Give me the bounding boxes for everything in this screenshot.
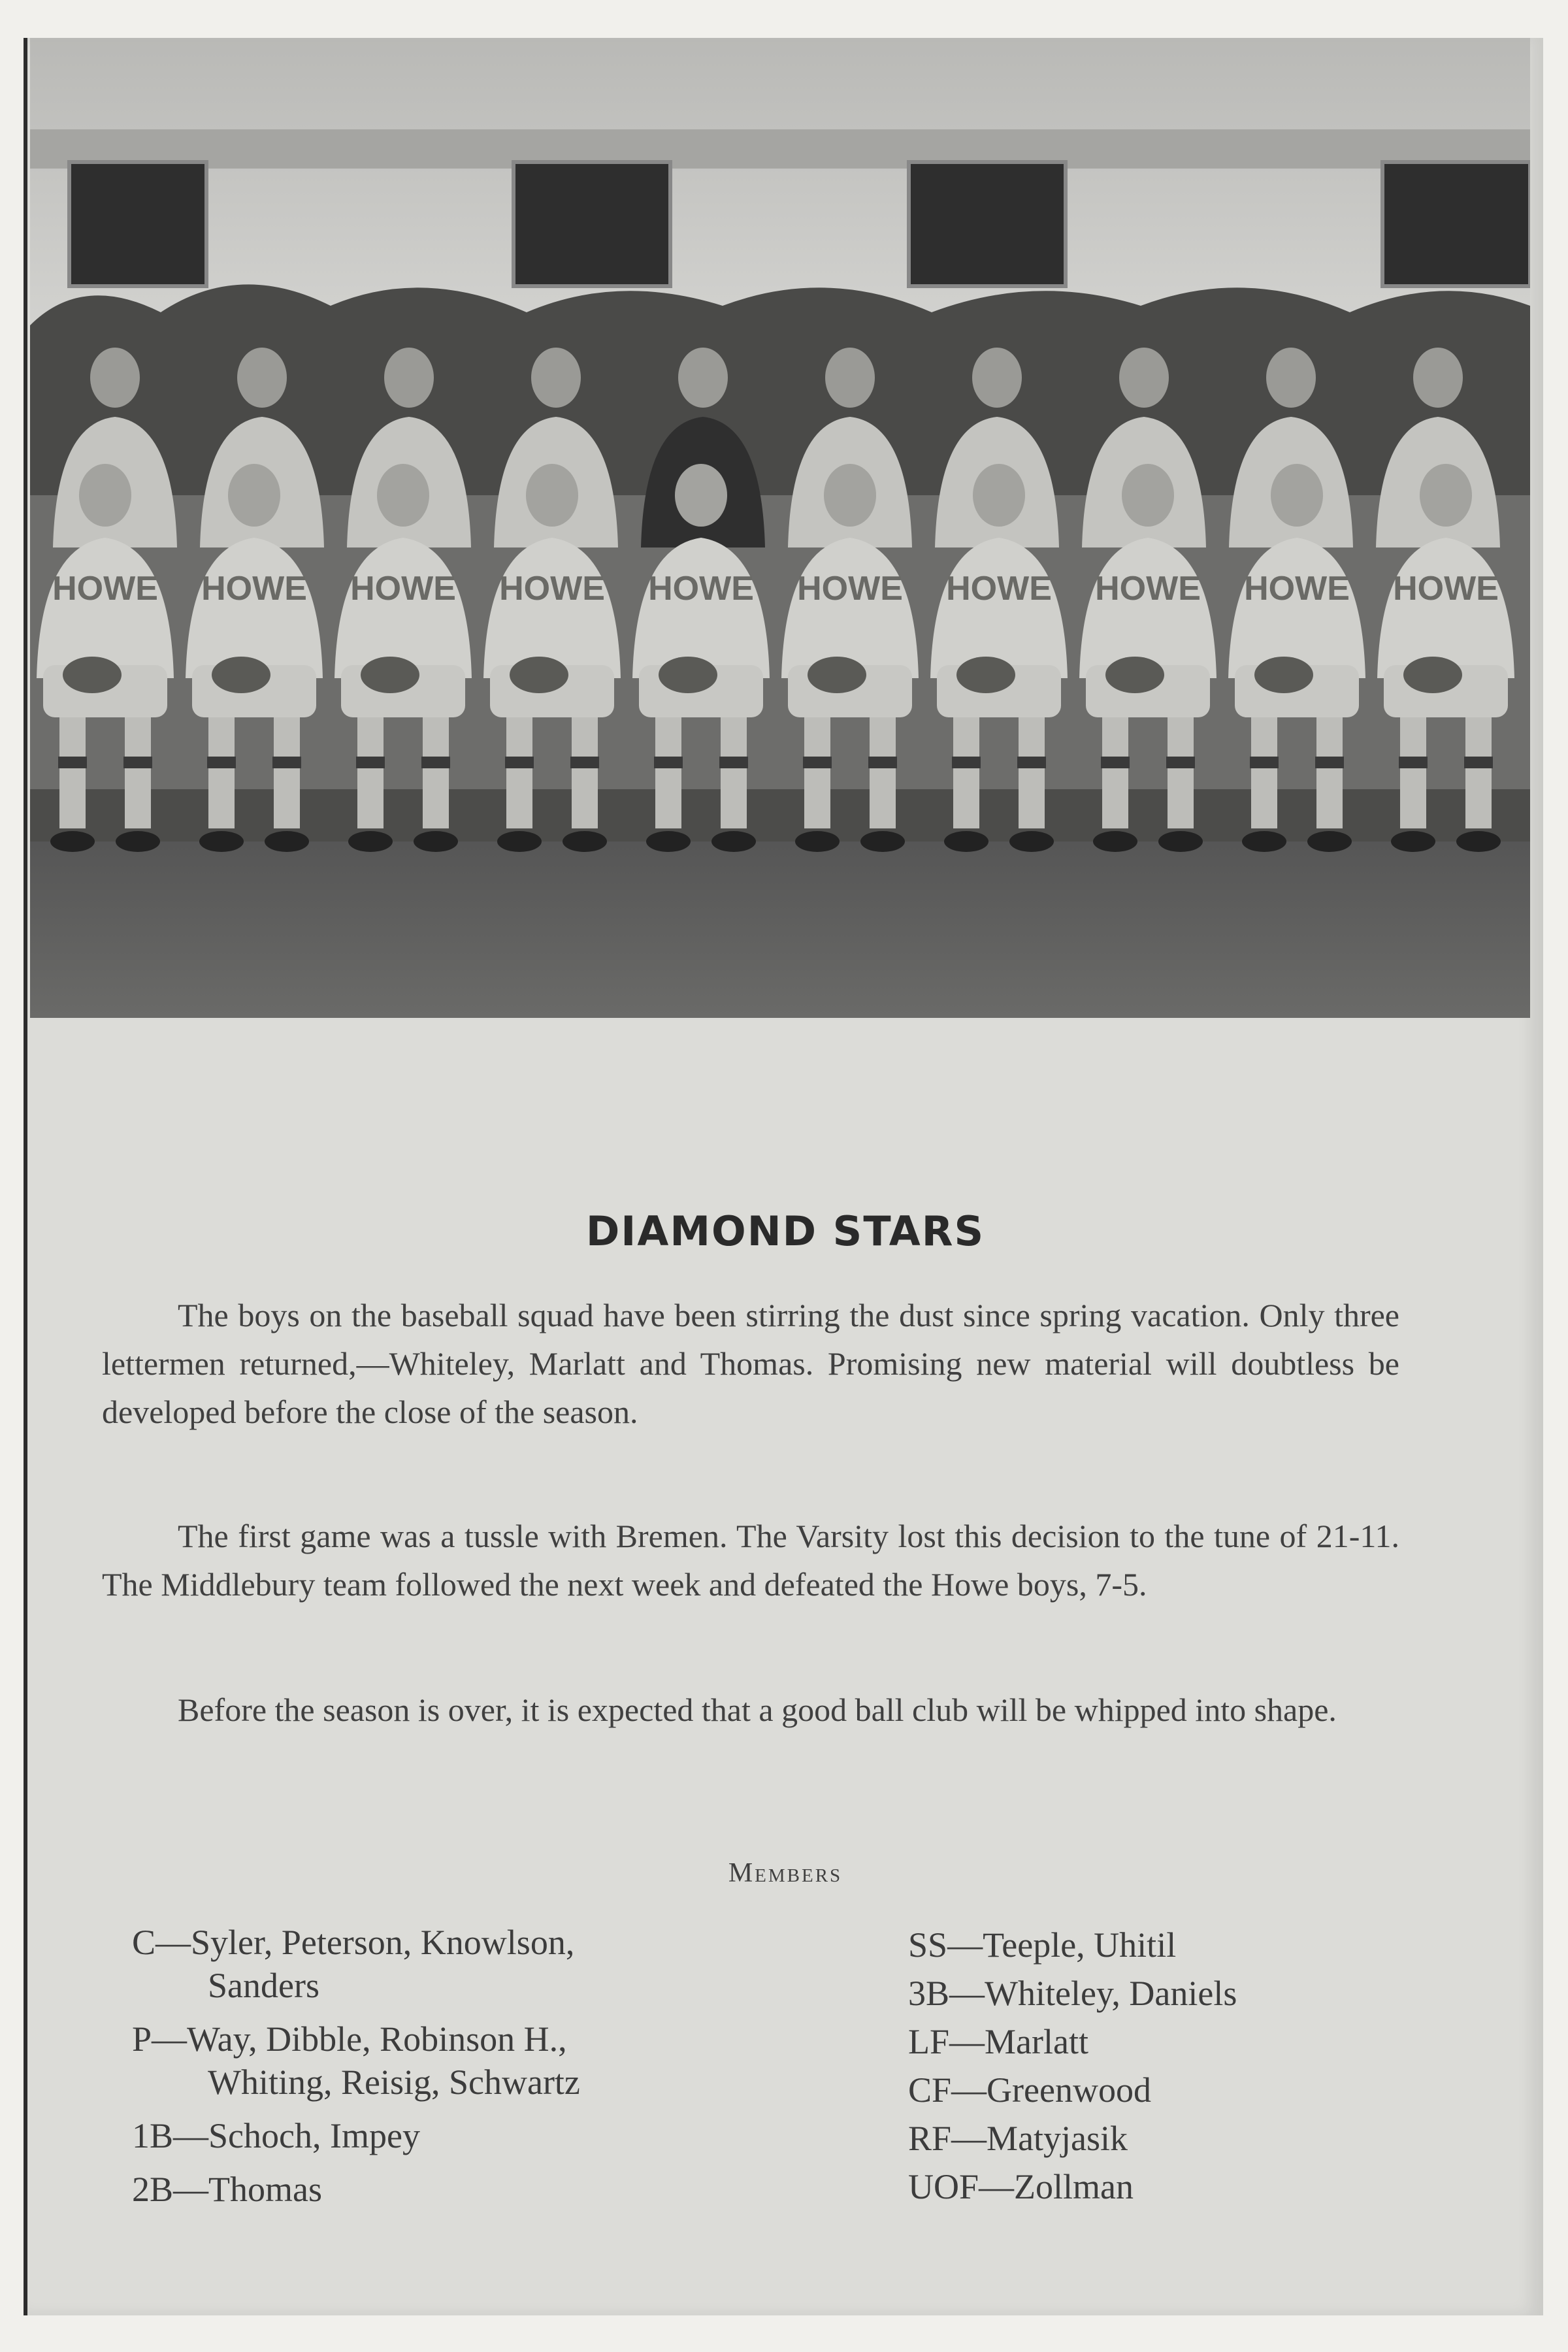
player-jersey	[483, 538, 621, 678]
player-head	[531, 348, 581, 408]
member-entry-left-field: LF—Marlatt	[908, 2022, 1088, 2061]
members-left-column	[132, 1921, 851, 2221]
member-entry-center-field: CF—Greenwood	[908, 2070, 1151, 2110]
player-jersey	[1377, 538, 1514, 678]
shoe	[563, 831, 607, 852]
shoe	[348, 831, 393, 852]
player-head	[1420, 464, 1472, 527]
member-entry-third-base: 3B—Whiteley, Daniels	[908, 1974, 1237, 2013]
player-leg	[572, 717, 598, 828]
baseball-glove	[1403, 657, 1462, 693]
sock-stripe	[123, 757, 152, 768]
sock-stripe	[654, 757, 683, 768]
player-leg	[208, 717, 235, 828]
shoe	[1158, 831, 1203, 852]
shoe	[199, 831, 244, 852]
jersey-lettering: HOWE	[350, 570, 456, 608]
grass	[30, 835, 1530, 1018]
player-head	[1122, 464, 1174, 527]
shoe	[265, 831, 309, 852]
player-head	[79, 464, 131, 527]
player-leg	[423, 717, 449, 828]
member-line-cont: Whiting, Reisig, Schwartz	[208, 2063, 580, 2102]
shoe	[1307, 831, 1352, 852]
shoe	[795, 831, 840, 852]
player-leg	[1316, 717, 1343, 828]
member-entry-utility: UOF—Zollman	[908, 2167, 1134, 2206]
shoe	[414, 831, 458, 852]
sock-stripe	[1399, 757, 1428, 768]
shoe	[1242, 831, 1286, 852]
member-line: C—Syler, Peterson, Knowlson,	[132, 1923, 575, 1962]
jersey-lettering: HOWE	[201, 570, 307, 608]
player-head	[972, 348, 1022, 408]
baseball-glove	[1105, 657, 1164, 693]
sock-stripe	[803, 757, 832, 768]
player-head	[824, 464, 876, 527]
player-head	[228, 464, 280, 527]
player-leg	[721, 717, 747, 828]
player-leg	[1019, 717, 1045, 828]
sock-stripe	[1315, 757, 1344, 768]
shoe	[1456, 831, 1501, 852]
player-leg	[1102, 717, 1128, 828]
player-leg	[357, 717, 384, 828]
member-line: P—Way, Dibble, Robinson H.,	[132, 2019, 567, 2059]
sock-stripe	[1101, 757, 1130, 768]
player-jersey	[186, 538, 323, 678]
team-photo	[30, 38, 1530, 1018]
player-jersey	[37, 538, 174, 678]
player-jersey	[1228, 538, 1365, 678]
player-head	[1413, 348, 1463, 408]
baseball-glove	[956, 657, 1015, 693]
window	[1382, 162, 1530, 286]
player-leg	[804, 717, 830, 828]
wall-band	[30, 129, 1530, 169]
sock-stripe	[952, 757, 981, 768]
members-right-column	[908, 1921, 1483, 2211]
member-entry-pitchers	[132, 2017, 851, 2104]
member-entry-first-base	[132, 2114, 851, 2157]
paragraph-2: The first game was a tussle with Bremen. The Varsity lost this decision to the tune of 21-11. The Middlebury team followed the next week and defeated the Howe boys, 7-5.	[102, 1518, 1399, 1603]
team-photo-svg	[30, 38, 1530, 1018]
building-wall	[30, 38, 1530, 325]
sock-stripe	[421, 757, 450, 768]
sock-stripe	[868, 757, 897, 768]
shoe	[50, 831, 95, 852]
paragraph-3: Before the season is over, it is expected that a good ball club will be whipped into shape.	[178, 1691, 1337, 1728]
baseball-glove	[1254, 657, 1313, 693]
shoe	[646, 831, 691, 852]
shoe	[497, 831, 542, 852]
player-leg	[953, 717, 979, 828]
sock-stripe	[207, 757, 236, 768]
member-line: 1B—Schoch, Impey	[132, 2116, 420, 2155]
player-head	[825, 348, 875, 408]
player-leg	[1251, 717, 1277, 828]
sock-stripe	[570, 757, 599, 768]
player-head	[1266, 348, 1316, 408]
player-leg	[274, 717, 300, 828]
member-line: 2B—Thomas	[132, 2170, 322, 2209]
jersey-lettering: HOWE	[797, 570, 903, 608]
sock-stripe	[505, 757, 534, 768]
player-leg	[59, 717, 86, 828]
shoe	[711, 831, 756, 852]
player-leg	[1400, 717, 1426, 828]
player-head	[678, 348, 728, 408]
sock-stripe	[58, 757, 87, 768]
window	[69, 162, 206, 286]
sock-stripe	[1464, 757, 1493, 768]
sock-stripe	[356, 757, 385, 768]
player-leg	[870, 717, 896, 828]
jersey-lettering: HOWE	[648, 570, 754, 608]
player-jersey	[335, 538, 472, 678]
jersey-lettering: HOWE	[1244, 570, 1350, 608]
player-head	[377, 464, 429, 527]
player-head	[973, 464, 1025, 527]
member-entry-right-field: RF—Matyjasik	[908, 2119, 1128, 2158]
baseball-glove	[808, 657, 866, 693]
shoe	[1391, 831, 1435, 852]
baseball-glove	[659, 657, 717, 693]
player-jersey	[930, 538, 1068, 678]
player-jersey	[781, 538, 919, 678]
sock-stripe	[272, 757, 301, 768]
window	[514, 162, 670, 286]
window	[909, 162, 1066, 286]
yearbook-page	[24, 38, 1543, 2315]
member-entry-second-base	[132, 2168, 851, 2211]
member-entry-shortstop: SS—Teeple, Uhitil	[908, 1925, 1177, 1965]
player-head	[90, 348, 140, 408]
sock-stripe	[1250, 757, 1279, 768]
baseball-glove	[510, 657, 568, 693]
player-jersey	[632, 538, 770, 678]
paragraph-1: The boys on the baseball squad have been stirring the dust since spring vacation. Only three lettermen returned,—Whiteley, Marlatt and Thomas. Promising new material will doubtless be developed before the close of the season.	[102, 1297, 1399, 1430]
page-title: DIAMOND STARS	[585, 1207, 985, 1255]
jersey-lettering: HOWE	[1393, 570, 1499, 608]
player-jersey	[1079, 538, 1217, 678]
sock-stripe	[1166, 757, 1195, 768]
sock-stripe	[719, 757, 748, 768]
jersey-lettering: HOWE	[499, 570, 605, 608]
jersey-lettering: HOWE	[946, 570, 1052, 608]
player-head	[1119, 348, 1169, 408]
player-leg	[655, 717, 681, 828]
shoe	[944, 831, 988, 852]
player-leg	[1465, 717, 1492, 828]
shoe	[1093, 831, 1137, 852]
player-head	[526, 464, 578, 527]
player-head	[1271, 464, 1323, 527]
baseball-glove	[212, 657, 270, 693]
jersey-lettering: HOWE	[52, 570, 158, 608]
members-heading: Members	[728, 1858, 843, 1888]
shoe	[1009, 831, 1054, 852]
shoe	[860, 831, 905, 852]
player-head	[237, 348, 287, 408]
ground-shadow	[30, 789, 1530, 841]
member-line-cont: Sanders	[208, 1966, 319, 2005]
member-entry-catchers	[132, 1921, 851, 2007]
shoe	[116, 831, 160, 852]
player-leg	[125, 717, 151, 828]
player-head	[675, 464, 727, 527]
baseball-glove	[63, 657, 122, 693]
jersey-lettering: HOWE	[1095, 570, 1201, 608]
player-leg	[506, 717, 532, 828]
player-head	[384, 348, 434, 408]
player-leg	[1168, 717, 1194, 828]
sock-stripe	[1017, 757, 1046, 768]
baseball-glove	[361, 657, 419, 693]
